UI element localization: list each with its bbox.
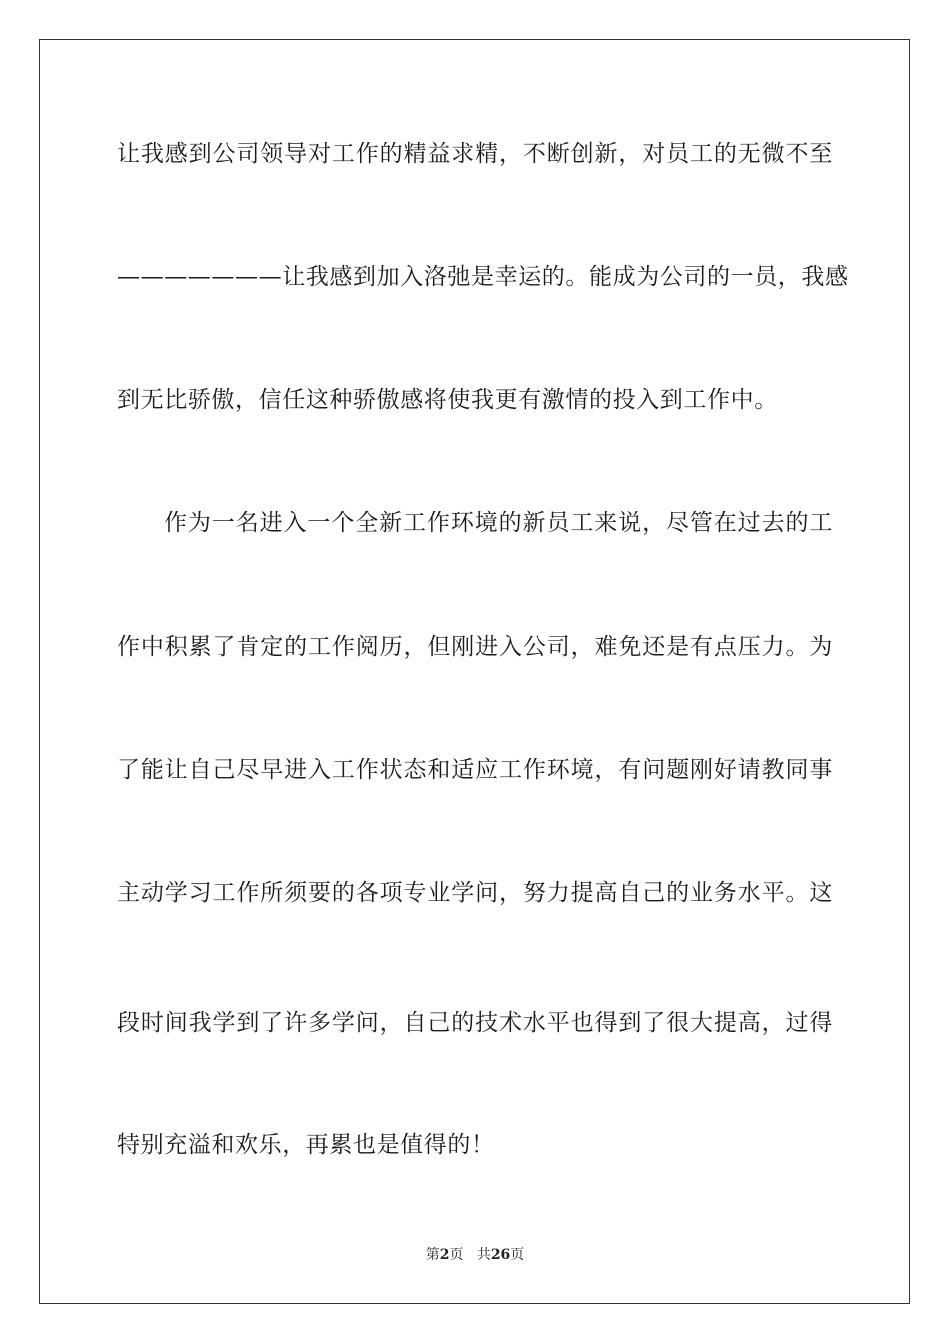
- paragraph-line-2: ———————让我感到加入洛弛是幸运的。能成为公司的一员，我感: [117, 264, 849, 290]
- paragraph-line-5: 作中积累了肯定的工作阅历，但刚进入公司，难免还是有点压力。为: [117, 634, 833, 660]
- page-footer: [0, 1246, 950, 1264]
- paragraph-line-8: 段时间我学到了许多学问，自己的技术水平也得到了很大提高，过得: [117, 1010, 833, 1036]
- paragraph-line-7: 主动学习工作所须要的各项专业学问，努力提高自己的业务水平。这: [117, 880, 833, 906]
- footer-total-pages: 26: [490, 1247, 511, 1263]
- footer-page-number: 2: [439, 1247, 450, 1263]
- page-border: [39, 39, 910, 1304]
- footer-total-prefix: 共: [476, 1247, 491, 1263]
- paragraph-line-6: 了能让自己尽早进入工作状态和适应工作环境，有问题刚好请教同事: [117, 757, 833, 783]
- footer-page-suffix: 页: [449, 1247, 464, 1263]
- footer-page-prefix: 第: [425, 1247, 440, 1263]
- paragraph-line-3: 到无比骄傲，信任这种骄傲感将使我更有激情的投入到工作中。: [117, 387, 778, 413]
- footer-total-suffix: 页: [510, 1247, 525, 1263]
- paragraph-line-9: 特别充溢和欢乐，再累也是值得的！: [117, 1132, 495, 1158]
- paragraph-line-1: 让我感到公司领导对工作的精益求精，不断创新，对员工的无微不至: [117, 141, 833, 167]
- paragraph-line-4: 作为一名进入一个全新工作环境的新员工来说，尽管在过去的工: [164, 510, 833, 536]
